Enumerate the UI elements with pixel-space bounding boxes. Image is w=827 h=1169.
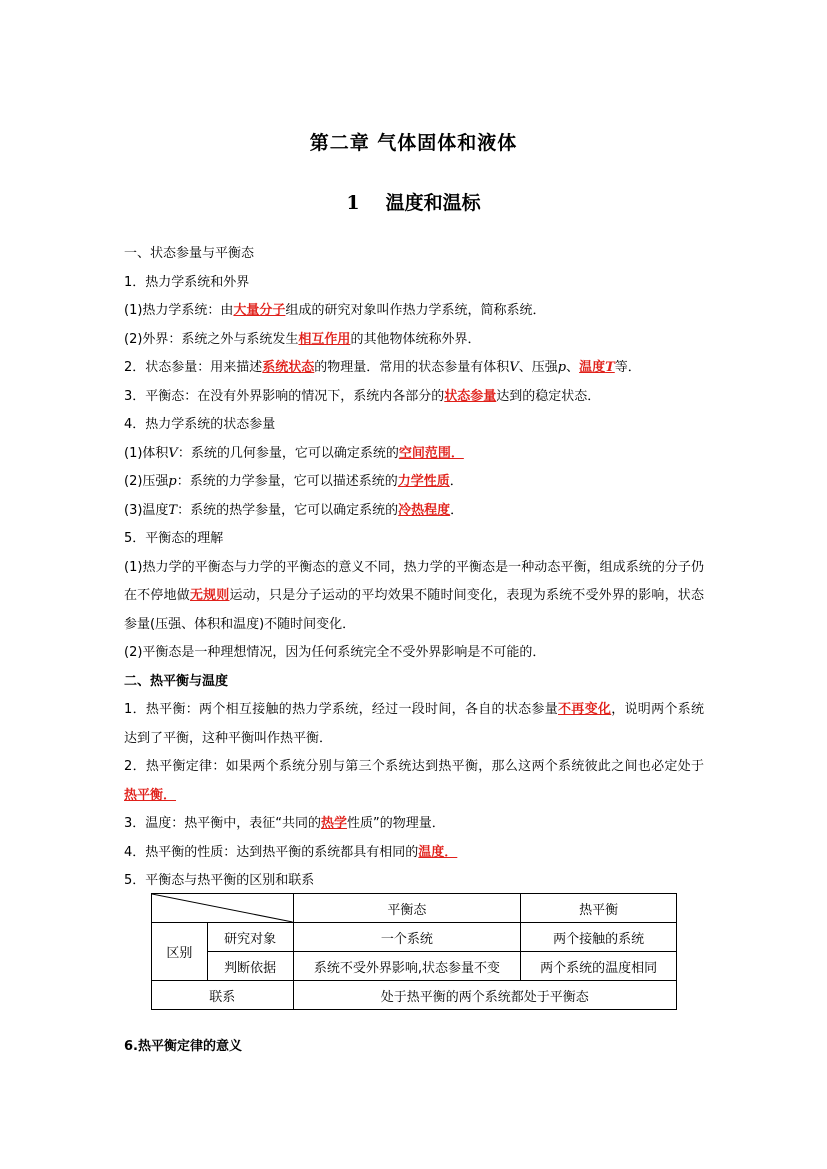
row-label: 研究对象 bbox=[207, 923, 293, 952]
column-header: 平衡态 bbox=[293, 894, 521, 923]
part1-item2: 2．状态参量：用来描述系统状态的物理量．常用的状态参量有体积V、压强p、温度T等． bbox=[124, 360, 641, 375]
section-heading-6: 6.热平衡定律的意义 bbox=[124, 1039, 242, 1054]
diagonal-line bbox=[152, 894, 293, 922]
chapter-title: 第二章 气体固体和液体 bbox=[309, 132, 518, 154]
section-title bbox=[0, 188, 827, 215]
part1-item1-s2: (2)外界：系统之外与系统发生相互作用的其他物体统称外界． bbox=[124, 331, 481, 347]
part1-item4-temperature: (3)温度T：系统的热学参量，它可以确定系统的冷热程度． bbox=[124, 502, 464, 518]
table-row bbox=[152, 981, 677, 1010]
keyword: 大量分子 bbox=[233, 303, 286, 318]
column-header: 热平衡 bbox=[521, 894, 677, 923]
table-cell: 系统不受外界影响,状态参量不变 bbox=[293, 952, 521, 981]
part2-item2: 2．热平衡定律：如果两个系统分别与第三个系统达到热平衡，那么这两个系统彼此之间也必定处于热平衡． bbox=[124, 759, 704, 803]
group-label: 区别 bbox=[152, 923, 208, 981]
table-cell: 一个系统 bbox=[293, 923, 521, 952]
section-name: 温度和温标 bbox=[385, 192, 481, 214]
part2-item1: 1．热平衡：两个相互接触的热力学系统，经过一段时间，各自的状态参量不再变化，说明两个系统达到了平衡，这种平衡叫作热平衡． bbox=[124, 702, 704, 746]
keyword: 系统状态 bbox=[262, 360, 315, 375]
body-text bbox=[124, 240, 704, 896]
comparison-table bbox=[151, 893, 677, 1010]
section-number: 1 bbox=[346, 192, 360, 214]
part1-heading: 一、状态参量与平衡态 bbox=[124, 246, 255, 261]
keyword: 不再变化 bbox=[558, 702, 612, 717]
keyword: 力学性质 bbox=[397, 474, 450, 489]
part1-item1-s1: (1)热力学系统：由大量分子组成的研究对象叫作热力学系统，简称系统． bbox=[124, 303, 546, 318]
part2-heading: 二、热平衡与温度 bbox=[124, 673, 229, 689]
keyword: 温度． bbox=[418, 844, 458, 860]
keyword: 相互作用 bbox=[298, 331, 351, 347]
part2-item3: 3．温度：热平衡中，表征“共同的热学性质”的物理量． bbox=[124, 816, 445, 831]
part1-item5-p1: (1)热力学的平衡态与力学的平衡态的意义不同，热力学的平衡态是一种动态平衡，组成系统的分子仍在不停地做无规则运动，只是分子运动的平均效果不随时间变化，表现为系统不受外界的影响，状态参量(压强、体积和温度)不随时间变化． bbox=[124, 559, 704, 632]
table-cell: 两个系统的温度相同 bbox=[521, 952, 677, 981]
keyword: 状态参量 bbox=[444, 388, 497, 404]
table-cell: 处于热平衡的两个系统都处于平衡态 bbox=[293, 981, 676, 1010]
part1-item1-title: 1．热力学系统和外界 bbox=[124, 274, 250, 290]
part2-item5-title: 5．平衡态与热平衡的区别和联系 bbox=[124, 873, 315, 888]
part1-item5-p2: (2)平衡态是一种理想情况，因为任何系统完全不受外界影响是不可能的． bbox=[124, 645, 546, 660]
part1-item4-title: 4．热力学系统的状态参量 bbox=[124, 417, 276, 432]
keyword: 冷热程度 bbox=[398, 502, 451, 518]
keyword: 空间范围． bbox=[398, 445, 464, 461]
keyword: 热平衡． bbox=[124, 787, 177, 803]
table-cell: 两个接触的系统 bbox=[521, 923, 677, 952]
keyword: 无规则 bbox=[189, 588, 230, 603]
keyword: 热学 bbox=[321, 816, 348, 831]
part1-item3: 3．平衡态：在没有外界影响的情况下，系统内各部分的状态参量达到的稳定状态． bbox=[124, 388, 601, 404]
part1-item4-pressure: (2)压强p：系统的力学参量，它可以描述系统的力学性质． bbox=[124, 474, 463, 489]
row-label: 判断依据 bbox=[207, 952, 293, 981]
keyword: 温度T bbox=[579, 360, 615, 375]
table-header-row bbox=[152, 894, 677, 923]
part2-item4: 4．热平衡的性质：达到热平衡的系统都具有相同的温度． bbox=[124, 844, 458, 860]
table-row bbox=[152, 952, 677, 981]
diagonal-header-cell bbox=[152, 894, 294, 923]
part1-item4-volume: (1)体积V：系统的几何参量，它可以确定系统的空间范围． bbox=[124, 445, 464, 461]
table-row bbox=[152, 923, 677, 952]
row-label: 联系 bbox=[152, 981, 294, 1010]
part1-item5-title: 5．平衡态的理解 bbox=[124, 531, 224, 546]
